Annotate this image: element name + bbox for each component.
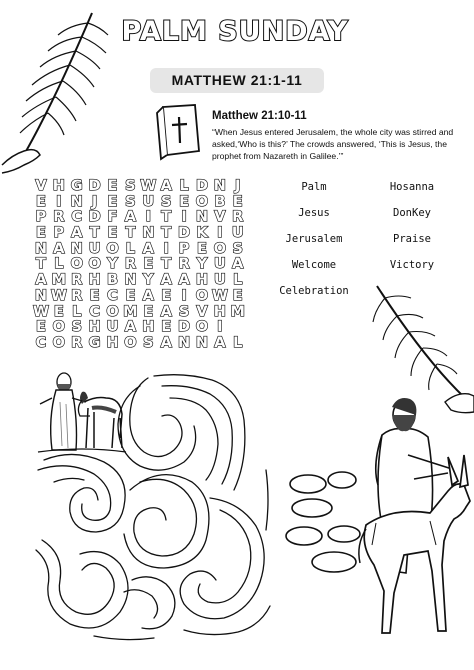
word-search-letter: E xyxy=(197,240,207,257)
word-search-letter: R xyxy=(71,272,83,289)
jesus-riding-donkey-icon xyxy=(352,395,474,640)
word-search-letter: E xyxy=(35,193,46,210)
word-search-row xyxy=(32,273,247,289)
word-search-letter: A xyxy=(178,272,190,289)
word-search-letter: H xyxy=(52,178,65,194)
word-search-row xyxy=(32,226,247,242)
palm-branch-icon xyxy=(0,5,115,180)
word-search-letter: S xyxy=(160,193,172,210)
word-search-letter: V xyxy=(35,178,47,194)
word-search-letter: E xyxy=(232,287,243,304)
word-search-letter: C xyxy=(71,209,83,226)
word-search-letter: E xyxy=(107,178,118,194)
word-search-letter: P xyxy=(53,225,65,242)
word-search-letter: A xyxy=(35,272,47,289)
word-list-item: Hosanna xyxy=(389,181,435,193)
word-search-letter: O xyxy=(106,240,119,257)
word-search-letter: V xyxy=(196,303,208,320)
word-search-letter: E xyxy=(107,225,118,242)
word-search-row xyxy=(32,320,247,336)
word-search-letter: C xyxy=(89,303,100,320)
word-search-letter: E xyxy=(35,319,46,336)
word-search-letter: N xyxy=(142,225,155,242)
word-search-letter: U xyxy=(213,256,226,273)
word-search-letter: A xyxy=(124,209,137,226)
word-search-letter: O xyxy=(70,256,83,273)
scripture-reference-banner: MATTHEW 21:1-11 xyxy=(150,68,324,93)
word-search-letter: T xyxy=(89,225,100,242)
word-search-letter: I xyxy=(56,193,62,210)
word-search-letter: A xyxy=(142,240,154,257)
word-search-letter: W xyxy=(32,303,49,320)
word-list-item: Jesus xyxy=(298,207,330,219)
word-search-letter: A xyxy=(214,334,226,351)
word-search-letter: J xyxy=(235,178,241,194)
word-search-letter: R xyxy=(124,256,136,273)
word-search-letter: K xyxy=(196,225,208,242)
word-search-letter: T xyxy=(125,225,136,242)
word-search-letter: E xyxy=(143,303,154,320)
word-search-letter: A xyxy=(160,272,172,289)
word-search-letter: N xyxy=(178,334,191,351)
word-search-row xyxy=(32,305,247,321)
word-search-letter: N xyxy=(70,193,83,210)
word-search-letter: D xyxy=(178,225,191,242)
word-search-letter: O xyxy=(106,303,119,320)
verse-reference: Matthew 21:10-11 xyxy=(212,110,307,122)
word-search-letter: W xyxy=(50,287,67,304)
word-search-letter: A xyxy=(160,178,172,194)
word-search-letter: U xyxy=(213,272,226,289)
word-search-letter: A xyxy=(160,303,172,320)
word-search-letter: B xyxy=(106,272,119,289)
word-search-letter: A xyxy=(160,334,172,351)
word-search-letter: H xyxy=(195,272,209,289)
word-search-letter: R xyxy=(232,209,244,226)
word-search-letter: E xyxy=(179,193,190,210)
word-search-letter: N xyxy=(195,209,209,226)
word-search-letter: Y xyxy=(196,256,208,273)
word-search-letter: P xyxy=(178,240,190,257)
word-search-letter: D xyxy=(178,319,191,336)
word-search-row xyxy=(32,336,247,352)
word-search-letter: E xyxy=(107,193,118,210)
word-search-letter: N xyxy=(70,240,83,257)
word-search-letter: H xyxy=(106,334,119,351)
word-search-letter: U xyxy=(231,225,244,242)
word-search-letter: T xyxy=(161,225,172,242)
maze-icon xyxy=(34,370,274,642)
word-search-letter: H xyxy=(142,319,155,336)
word-search-letter: E xyxy=(232,193,243,210)
word-search-letter: S xyxy=(143,334,154,351)
word-list-item: Welcome xyxy=(291,259,337,271)
word-search-letter: S xyxy=(125,178,136,194)
word-search-letter: W xyxy=(140,178,157,194)
word-search-letter: V xyxy=(214,209,226,226)
word-search-letter: T xyxy=(35,256,46,273)
word-search-letter: E xyxy=(89,287,100,304)
word-list-item: DonKey xyxy=(393,207,431,219)
word-search-letter: O xyxy=(195,287,209,304)
word-search-row xyxy=(32,179,247,195)
word-search-letter: R xyxy=(71,287,83,304)
word-search-letter: N xyxy=(213,178,226,194)
word-search-letter: L xyxy=(72,303,82,320)
page-title: PALM SUNDAY xyxy=(121,16,349,47)
word-search-letter: D xyxy=(88,209,101,226)
word-search-letter: E xyxy=(35,225,46,242)
word-search-letter: A xyxy=(124,319,137,336)
word-list-item: Praise xyxy=(393,233,431,245)
word-search-letter: I xyxy=(217,319,223,336)
word-search-letter: I xyxy=(145,209,151,226)
word-search-letter: S xyxy=(71,319,82,336)
word-search-grid xyxy=(32,179,247,352)
word-search-letter: O xyxy=(195,193,209,210)
word-search-letter: D xyxy=(195,178,208,194)
word-search-letter: W xyxy=(211,287,228,304)
word-search-letter: A xyxy=(53,240,65,257)
word-search-letter: E xyxy=(143,256,154,273)
word-search-letter: O xyxy=(124,334,137,351)
word-search-letter: R xyxy=(71,334,83,351)
word-search-letter: A xyxy=(142,287,154,304)
word-search-letter: M xyxy=(123,303,138,320)
word-list-item: Jerusalem xyxy=(285,233,343,245)
word-search-letter: O xyxy=(52,334,65,351)
word-search-letter: U xyxy=(88,240,101,257)
word-search-letter: H xyxy=(88,272,101,289)
word-search-letter: C xyxy=(35,334,47,351)
word-search-letter: C xyxy=(107,287,118,304)
word-search-letter: N xyxy=(124,272,137,289)
word-search-row xyxy=(32,242,247,258)
word-search-letter: O xyxy=(195,319,209,336)
word-search-letter: U xyxy=(142,193,155,210)
word-search-letter: L xyxy=(233,272,243,289)
word-search-letter: E xyxy=(161,287,172,304)
word-search-letter: A xyxy=(71,225,83,242)
word-search-letter: R xyxy=(53,209,65,226)
bible-icon xyxy=(155,103,203,161)
word-search-letter: Y xyxy=(107,256,118,273)
word-search-letter: L xyxy=(125,240,136,257)
word-search-letter: M xyxy=(51,272,67,289)
word-search-letter: H xyxy=(88,319,101,336)
word-search-letter: I xyxy=(181,287,187,304)
word-search-letter: G xyxy=(88,334,101,351)
word-search-letter: I xyxy=(217,225,223,242)
word-search-letter: G xyxy=(70,178,83,194)
word-search-letter: S xyxy=(232,240,243,257)
word-search-letter: A xyxy=(232,256,244,273)
word-search-letter: L xyxy=(233,334,243,351)
word-search-letter: E xyxy=(53,303,64,320)
word-list-item: Victory xyxy=(389,259,435,271)
word-search-letter: F xyxy=(107,209,118,226)
word-search-letter: S xyxy=(125,193,136,210)
word-search-letter: Y xyxy=(143,272,154,289)
word-search-row xyxy=(32,210,247,226)
word-search-row xyxy=(32,195,247,211)
word-search-letter: J xyxy=(91,193,98,210)
word-search-letter: E xyxy=(161,319,172,336)
word-search-letter: N xyxy=(34,240,48,257)
word-search-letter: B xyxy=(214,193,226,210)
word-search-letter: O xyxy=(213,240,227,257)
word-search-letter: M xyxy=(230,303,245,320)
verse-text: “When Jesus entered Jerusalem, the whole city was stirred and asked,‘Who is this?’ The crowds answered, ‘This is Jesus, the prophet from Nazareth in Galilee.’” xyxy=(212,127,454,161)
word-search-letter: I xyxy=(163,240,169,257)
word-search-letter: S xyxy=(178,303,190,320)
word-list-item: Celebration xyxy=(279,285,349,297)
word-search-letter: O xyxy=(88,256,101,273)
word-search-letter: N xyxy=(195,334,209,351)
word-search-letter: N xyxy=(34,287,48,304)
word-search-letter: T xyxy=(161,209,172,226)
word-search-letter: R xyxy=(178,256,190,273)
word-list-item: Palm xyxy=(301,181,327,193)
word-search-letter: O xyxy=(52,319,65,336)
word-search-letter: E xyxy=(125,287,136,304)
word-search-row xyxy=(32,289,247,305)
word-search-letter: D xyxy=(88,178,101,194)
word-search-row xyxy=(32,257,247,273)
word-search-letter: U xyxy=(106,319,119,336)
word-search-letter: I xyxy=(181,209,187,226)
word-search-letter: L xyxy=(179,178,189,194)
word-search-letter: L xyxy=(54,256,64,273)
word-search-letter: T xyxy=(161,256,172,273)
word-search-letter: H xyxy=(213,303,226,320)
word-search-letter: P xyxy=(35,209,47,226)
